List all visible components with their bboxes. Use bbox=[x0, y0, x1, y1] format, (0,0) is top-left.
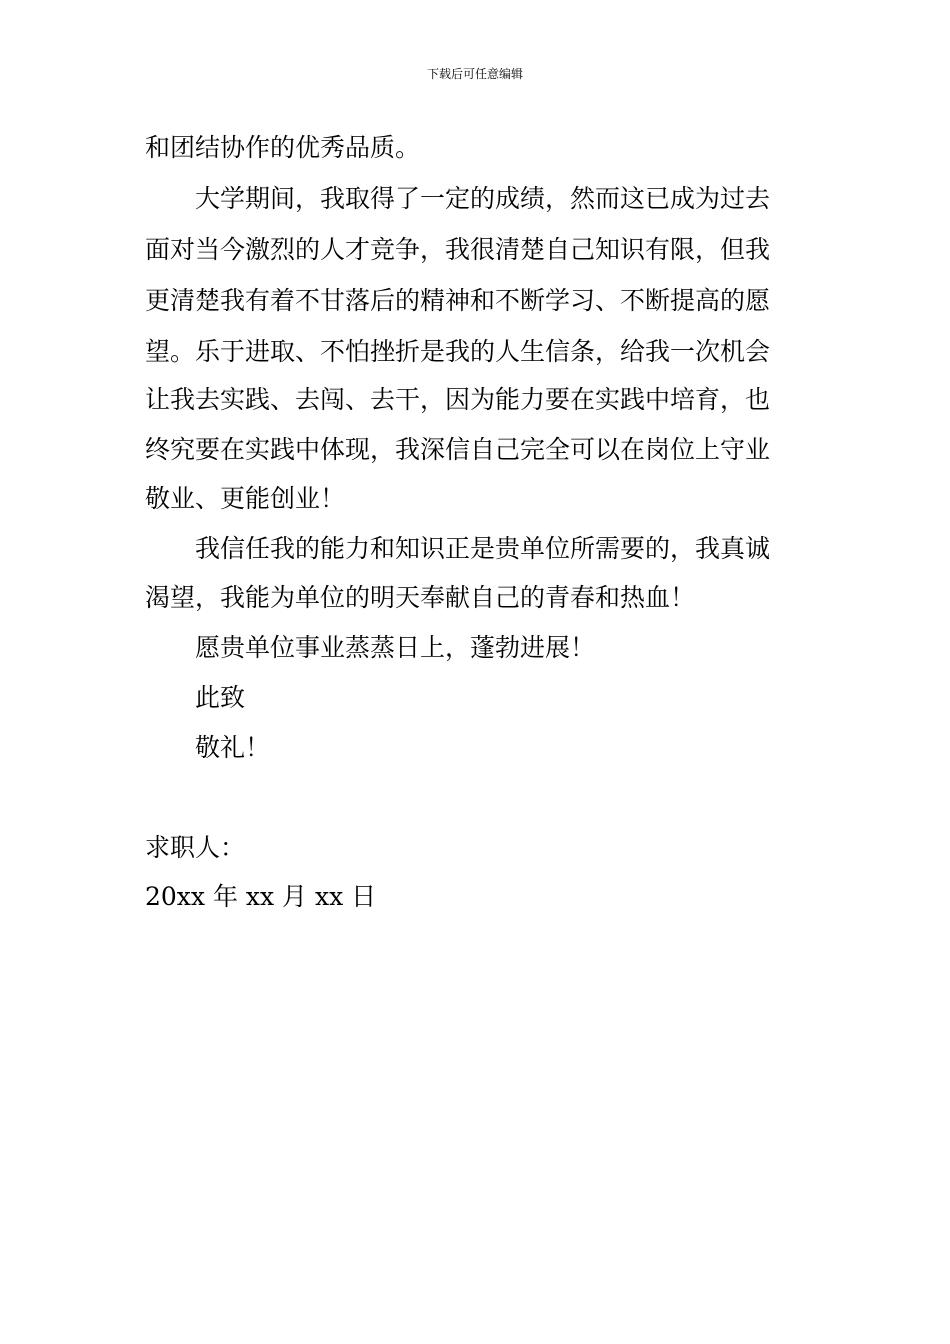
letter-line: 敬业、更能创业！ bbox=[145, 484, 346, 513]
letter-line: 望。乐于进取、不怕挫折是我的人生信条，给我一次机会 bbox=[145, 337, 771, 366]
signature-date: 20xx 年 xx 月 xx 日 bbox=[145, 882, 377, 911]
signature-label: 求职人： bbox=[145, 833, 246, 862]
paragraph-start-line: 我信任我的能力和知识正是贵单位所需要的，我真诚 bbox=[195, 534, 771, 563]
paragraph-start-line: 大学期间，我取得了一定的成绩，然而这已成为过去 bbox=[195, 184, 771, 213]
letter-line: 面对当今激烈的人才竞争，我很清楚自己知识有限，但我 bbox=[145, 235, 771, 264]
salutation-jingli: 敬礼！ bbox=[195, 733, 271, 762]
closing-wish: 愿贵单位事业蒸蒸日上，蓬勃进展！ bbox=[195, 633, 596, 662]
letter-line: 更清楚我有着不甘落后的精神和不断学习、不断提高的愿 bbox=[145, 286, 771, 315]
letter-line: 渴望，我能为单位的明天奉献自己的青春和热血！ bbox=[145, 583, 696, 612]
salutation-cizhi: 此致 bbox=[195, 683, 246, 712]
header-note: 下载后可任意编辑 bbox=[426, 67, 523, 81]
letter-line: 让我去实践、去闯、去干，因为能力要在实践中培育，也 bbox=[145, 385, 771, 414]
letter-line: 终究要在实践中体现，我深信自己完全可以在岗位上守业 bbox=[145, 435, 771, 464]
letter-line: 和团结协作的优秀品质。 bbox=[145, 133, 421, 162]
